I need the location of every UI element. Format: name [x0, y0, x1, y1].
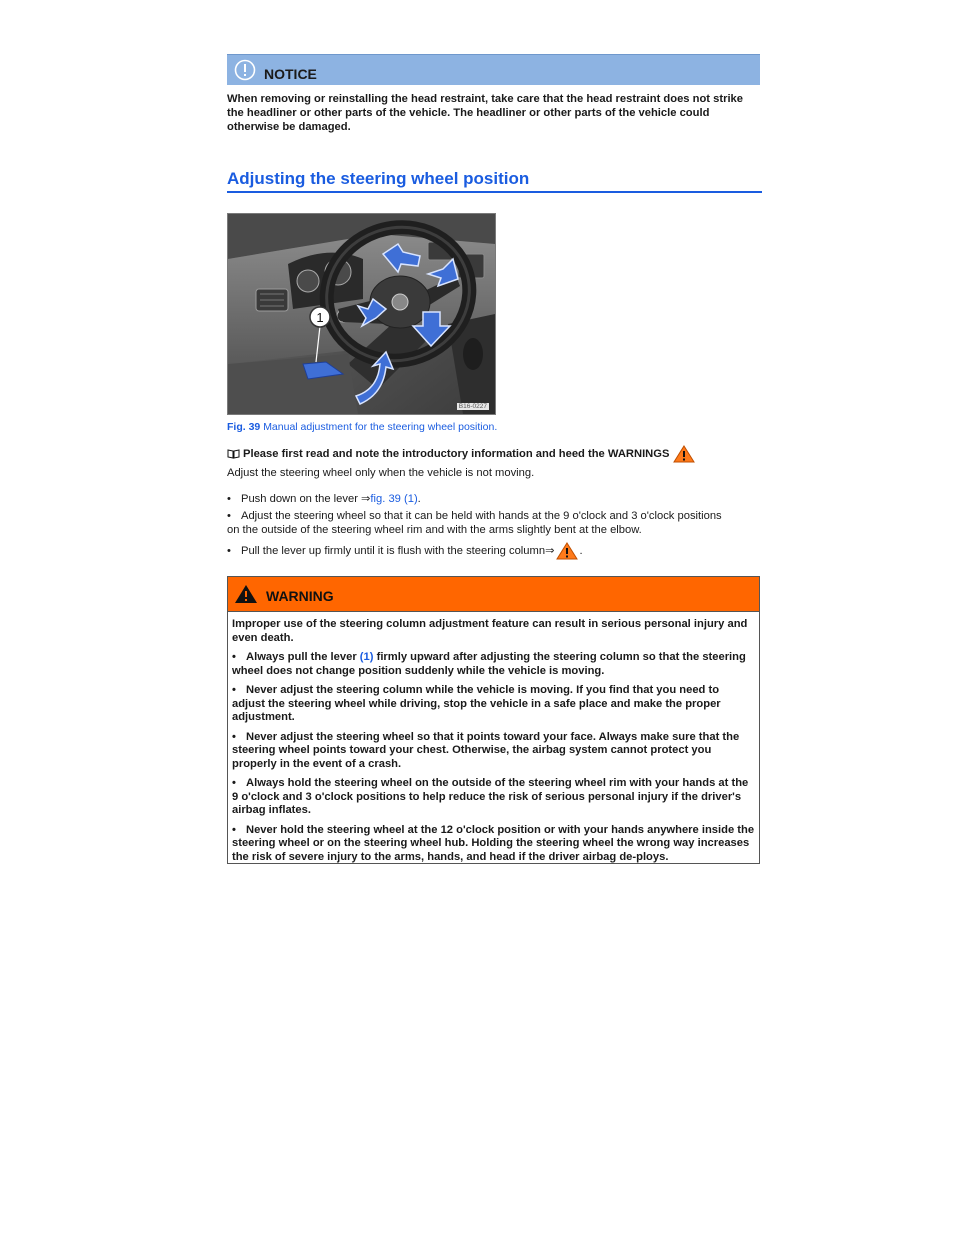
- warning-item: [232, 731, 755, 772]
- notice-title: NOTICE: [264, 66, 317, 82]
- bullet-dot: •: [232, 651, 236, 663]
- arrow-icon: ⇒: [545, 545, 555, 557]
- steering-wheel-figure: [227, 213, 496, 415]
- section-title: Adjusting the steering wheel position: [227, 169, 762, 193]
- warning-triangle-icon[interactable]: [556, 542, 578, 560]
- warning-item-text: Always pull the lever: [246, 651, 360, 663]
- figure-description: Manual adjustment for the steering wheel position.: [263, 421, 498, 433]
- bullet-3-text: Pull the lever up firmly until it is flush with the steering column: [241, 545, 546, 557]
- bullet-dot: •: [232, 730, 236, 743]
- warning-item-text: Never hold the steering wheel at the 12 o'clock position or with your hands anywhere inside the steering wheel or on the steering wheel hub. Holding the steering wheel the wrong way increases the risk of severe injury to the arms, hands, and head if the driver airbag de-ploys.: [232, 823, 755, 863]
- bullet-2-line1: Adjust the steering wheel so that it can be held with hands at the 9 o'clock and 3 o'clock positions: [241, 510, 722, 522]
- steering-wheel-illustration: [228, 214, 495, 414]
- arrow-icon: ⇒: [361, 493, 371, 505]
- warning-triangle-icon: [234, 584, 258, 604]
- bullet-dot: •: [232, 823, 236, 836]
- book-icon: [227, 449, 240, 459]
- figure-callout-1: 1: [316, 310, 324, 325]
- warning-box: [227, 576, 760, 864]
- warning-item-text: Never adjust the steering wheel so that it points toward your face. Always make sure that the steering wheel points toward your chest. Otherwise, the airbag system cannot protect you properly in the event of a crash.: [232, 730, 740, 770]
- bullet-dot: •: [227, 545, 231, 557]
- figure-reference-link[interactable]: fig. 39 (1): [370, 493, 418, 505]
- bullet-dot: •: [232, 777, 236, 789]
- bullet-item: [227, 492, 757, 506]
- warning-triangle-icon: [673, 445, 695, 463]
- notice-header: [227, 54, 760, 85]
- notice-text: When removing or reinstalling the head restraint, take care that the head restraint does not strike the headliner or other parts of the vehicle. The headliner or other parts of the vehicle could otherwise be damaged.: [227, 93, 743, 133]
- bullet-item: [227, 542, 757, 560]
- bullet-1-end: .: [417, 493, 421, 505]
- warning-header: [228, 577, 759, 612]
- figure-code: B16-0227: [458, 403, 487, 410]
- intro-text: Please first read and note the introductory information and heed the WARNINGS: [243, 448, 670, 460]
- bullet-dot: •: [227, 510, 231, 522]
- warning-item: [232, 651, 755, 678]
- figure-number: Fig. 39: [227, 421, 261, 433]
- warning-item: [232, 824, 755, 865]
- paragraph: Adjust the steering wheel only when the vehicle is not moving.: [227, 467, 535, 479]
- bullet-3-end: .: [579, 545, 583, 557]
- bullet-dot: •: [232, 684, 236, 696]
- intro-line: [227, 445, 695, 463]
- warning-item-text: firmly upward after adjusting the steering column so that the steering wheel does not change position suddenly while the vehicle is moving.: [232, 651, 746, 677]
- warning-item: [232, 684, 755, 725]
- warning-item-text: Always hold the steering wheel on the outside of the steering wheel rim with your hands at the 9 o'clock and 3 o'clock positions to help reduce the risk of serious personal injury if the driver's airbag inflates.: [232, 777, 749, 816]
- bullet-1-text: Push down on the lever: [241, 493, 362, 505]
- bullet-item: [227, 509, 757, 537]
- bullet-2-line2: on the outside of the steering wheel rim and with the arms slightly bent at the elbow.: [227, 524, 642, 536]
- figure-caption: [227, 421, 497, 433]
- lever-reference-link[interactable]: (1): [359, 651, 374, 663]
- warning-intro: Improper use of the steering column adjustment feature can result in serious personal injury and even death.: [232, 618, 748, 644]
- warning-title: WARNING: [266, 588, 334, 604]
- bullet-dot: •: [227, 493, 231, 505]
- warning-item-text: Never adjust the steering column while the vehicle is moving. If you find that you need to adjust the steering wheel while driving, stop the vehicle in a safe place and make the proper adjustment.: [232, 684, 721, 723]
- warning-body: [228, 618, 759, 864]
- warning-item: [232, 777, 755, 818]
- exclamation-circle-icon: [234, 59, 256, 81]
